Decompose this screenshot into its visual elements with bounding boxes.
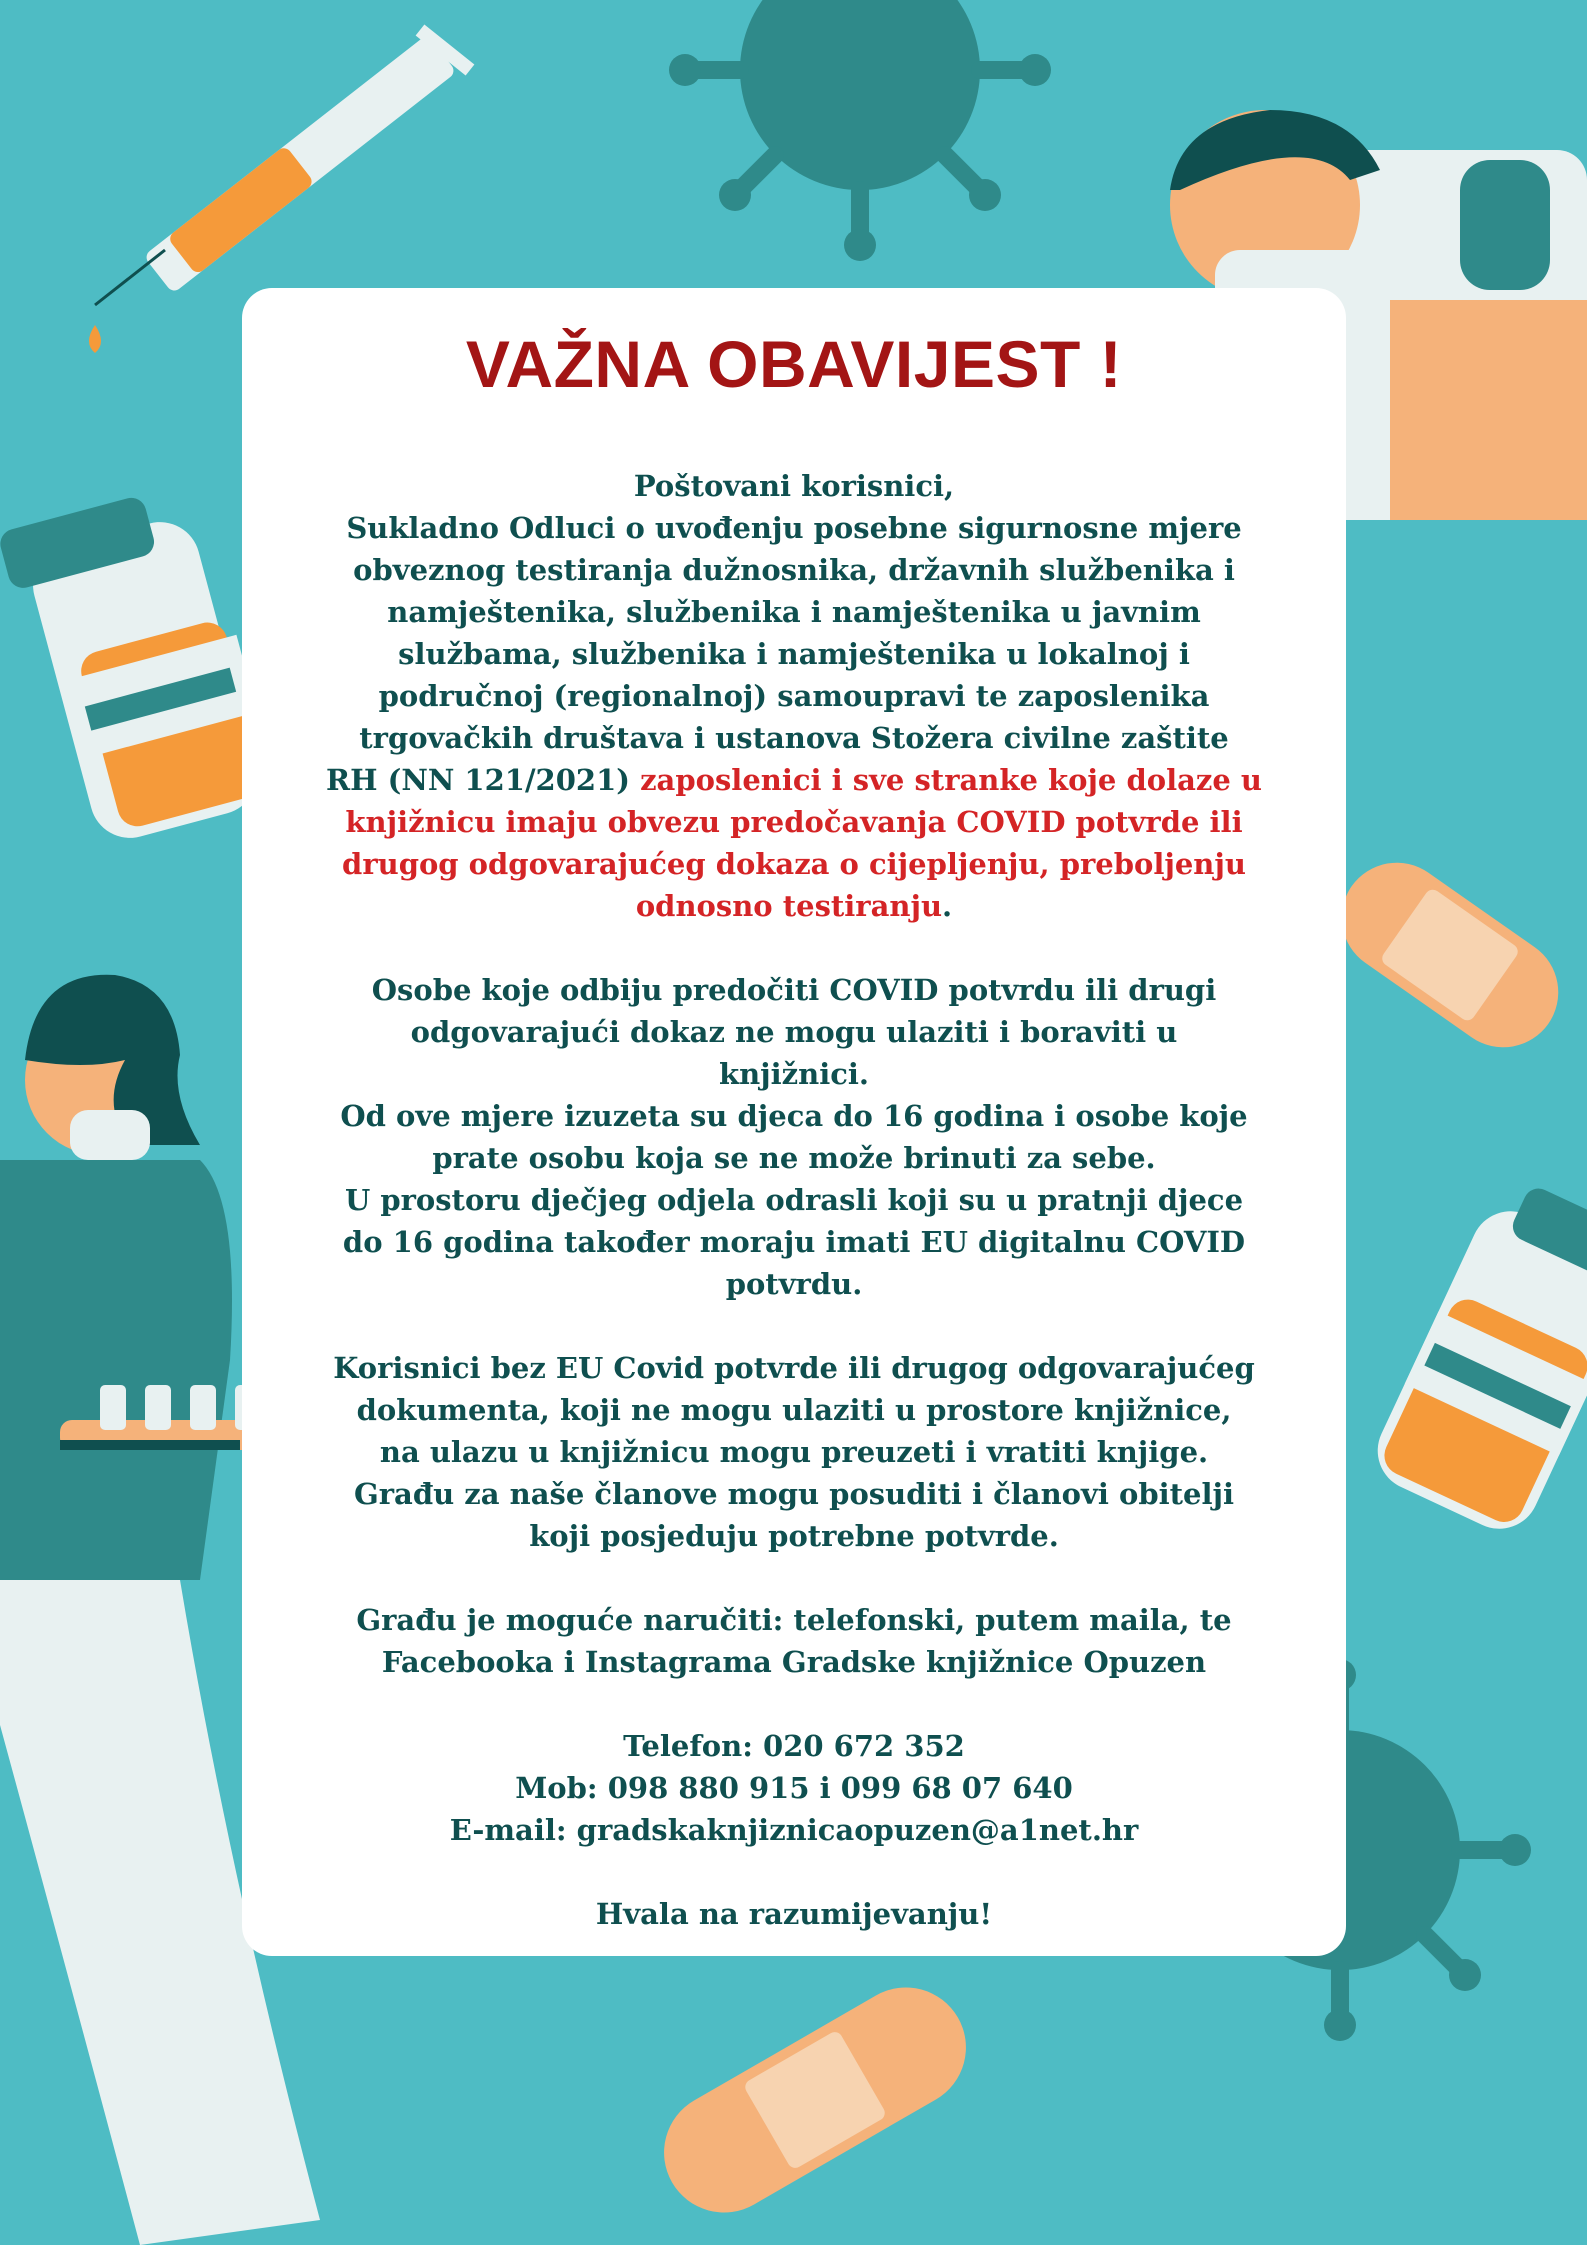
- spacer: [282, 1683, 1306, 1725]
- text-line: knjižnici.: [718, 1056, 870, 1091]
- text-line: Osobe koje odbiju predočiti COVID potvrdu ili drugi: [371, 972, 1217, 1007]
- text-line: obveznog testiranja dužnosnika, državnih službenika i: [353, 552, 1235, 587]
- notice-card: [242, 288, 1346, 1956]
- text-line: Sukladno Odluci o uvođenju posebne sigurnosne mjere: [346, 510, 1242, 545]
- text-line: odgovarajući dokaz ne mogu ulaziti i boraviti u: [410, 1014, 1178, 1049]
- text-line: Građu je moguće naručiti: telefonski, putem maila, te: [356, 1602, 1232, 1637]
- highlighted-text: zaposlenici i sve stranke koje dolaze u: [640, 762, 1262, 797]
- text-line: namještenika, službenika i namještenika u javnim: [387, 594, 1201, 629]
- text-line: Građu za naše članove mogu posuditi i članovi obitelji: [354, 1476, 1234, 1511]
- text-line: Facebooka i Instagrama Gradske knjižnice Opuzen: [381, 1644, 1207, 1679]
- text-line: Poštovani korisnici,: [633, 468, 955, 503]
- text-line: na ulazu u knjižnicu mogu preuzeti i vratiti knjige.: [379, 1434, 1209, 1469]
- spacer: [282, 927, 1306, 969]
- text-line: koji posjeduju potrebne potvrde.: [529, 1518, 1059, 1553]
- text-line: područnoj (regionalnoj) samoupravi te zaposlenika: [378, 678, 1210, 713]
- text-line: do 16 godina također moraju imati EU digitalnu COVID: [342, 1224, 1246, 1259]
- contact-block: [282, 1725, 1306, 1851]
- entry-rules-paragraph: [282, 969, 1306, 1305]
- text-line-mixed: [282, 885, 1306, 927]
- text-line: potvrdu.: [725, 1266, 863, 1301]
- vaccine-vial-icon: [1365, 1184, 1587, 1542]
- ordering-paragraph: [282, 1599, 1306, 1683]
- mobile-line: Mob: 098 880 915 i 099 68 07 640: [515, 1770, 1073, 1805]
- text-line: trgovačkih društava i ustanova Stožera civilne zaštite: [359, 720, 1229, 755]
- vaccine-vial-icon: [0, 494, 268, 846]
- email-line: E-mail: gradskaknjiznicaopuzen@a1net.hr: [449, 1812, 1139, 1847]
- highlighted-text-line: drugog odgovarajućeg dokaza o cijepljenju, preboljenju: [342, 846, 1246, 881]
- text-line: prate osobu koja se ne može brinuti za sebe.: [432, 1140, 1156, 1175]
- notice-title: VAŽNA OBAVIJEST !: [465, 327, 1123, 401]
- spacer: [282, 1305, 1306, 1347]
- bandage-icon: [1320, 841, 1580, 1069]
- intro-paragraph: [282, 465, 1306, 927]
- spacer: [282, 1851, 1306, 1893]
- text-line: dokumenta, koji ne mogu ulaziti u prostore knjižnice,: [356, 1392, 1232, 1427]
- pickup-paragraph: [282, 1347, 1306, 1557]
- text-line: U prostoru dječjeg odjela odrasli koji su u pratnji djece: [344, 1182, 1244, 1217]
- closing-line: Hvala na razumijevanju!: [595, 1896, 993, 1931]
- text-line: službama, službenika i namještenika u lokalnoj i: [398, 636, 1190, 671]
- highlighted-text-line: knjižnicu imaju obvezu predočavanja COVID potvrde ili: [345, 804, 1243, 839]
- text-fragment: RH (NN 121/2021): [326, 762, 641, 797]
- phone-line: Telefon: 020 672 352: [623, 1728, 965, 1763]
- virus-icon: [669, 0, 1051, 261]
- bandage-icon: [642, 1966, 988, 2235]
- spacer: [282, 1557, 1306, 1599]
- text-line-mixed: [282, 759, 1306, 801]
- highlighted-text: odnosno testiranju: [635, 888, 943, 923]
- text-line: Korisnici bez EU Covid potvrde ili drugog odgovarajućeg: [333, 1350, 1255, 1385]
- text-line: Od ove mjere izuzeta su djeca do 16 godina i osobe koje: [340, 1098, 1248, 1133]
- text-fragment: .: [942, 888, 953, 923]
